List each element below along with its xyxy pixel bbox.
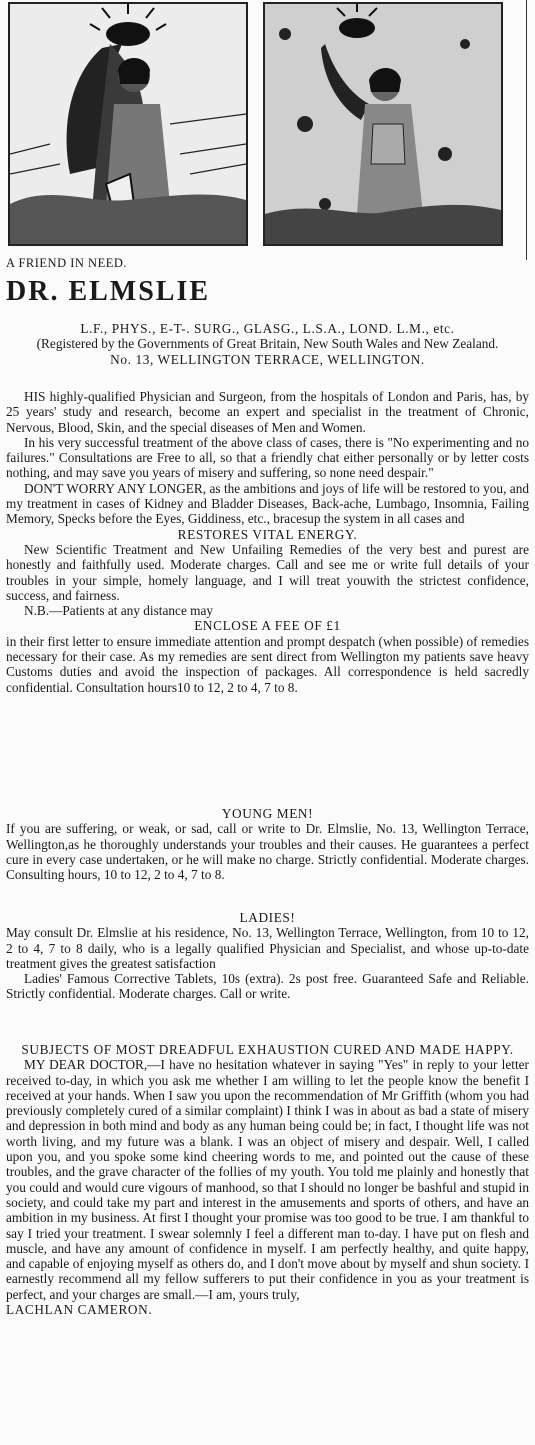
ladies-text: May consult Dr. Elmslie at his residence, No. 13, Wellington Terrace, Wellington, from 10 to 12, 2 to 4, 7 to 8 daily, who is a legally qualified Physician and Specialist, and whose up-to-date treatment gives the greatest satisfaction: [6, 925, 529, 971]
intro-paragraph-2: In his very successful treatment of the above class of cases, there is "No experimenting and no failures." Consultations are Free to all, so that a friendly chat either personally or by letter costs nothing, and may save you years of misery and suffering, so none need despair.": [6, 434, 529, 481]
ladies-tablets-text: Ladies' Famous Corrective Tablets, 10s (extra). 2s post free. Guaranteed Safe and Reliable. Strictly confidential. Moderate charges. Call or write.: [6, 971, 529, 1002]
testimonial-heading: SUBJECTS OF MOST DREADFUL EXHAUSTION CURED AND MADE HAPPY.: [21, 1042, 514, 1057]
testimonial-letter: MY DEAR DOCTOR,—I have no hesitation whatever in saying "Yes" in reply to your letter received to-day, in which you ask me whether I am willing to let the people know the benefit I received at your hands. When I saw you upon the recommendation of Mr Griffith (whom you had previously completely cured of a similar complaint) I think I was in about as bad a state of misery and depression in both mind and body as any human being could be; in fact, I thought life was not worth living, and my future was a blank. I was an object of misery and despair. Well, I called upon you, and you spoke some kind cheering words to me, and pointed out the cause of these troubles, and the grave character of the follies of my youth. You told me plainly and honestly that you could and would cure vigours of manhood, so that I should no longer be bashful and stupid in society, and could take my part and interest in the amusements and sports of others, and have an ambition in my business. At first I thought your promise was too good to be true. I am thankful to say I tried your treatment. I swear solemnly I feel a different man to-day. I have put on flesh and muscle, and have any amount of confidence in myself. I am perfectly healthy, and quite happy, and capable of enjoying myself as others do, and I don't move about by myself and shun society. I earnestly recommend all my fellow sufferers to put their confidence in you as your treatment is perfect, and your charges are small.—I am, yours truly,: [6, 1057, 529, 1302]
column-rule: [526, 0, 527, 260]
woman-holding-lamp-illustration-2: [265, 4, 501, 244]
intro-paragraph-4: New Scientific Treatment and New Unfailing Remedies of the very best and purest are honestly and faithfully used. Moderate charges. Call and see me or write full details of your troubles in your simple, homely language, and I will treat youwith the strictest confidence, success, and fairness.: [6, 541, 529, 603]
vital-energy-heading: RESTORES VITAL ENERGY.: [177, 526, 358, 542]
intro-paragraph-5: in their first letter to ensure immediate attention and prompt despatch (when possible) of remedies necessary for their case. As my remedies are sent direct from Wellington my patients save heavy Customs duties and avoid the inspection of packages. All correspondence is held sacredly confidential. Consultation hours10 to 12, 2 to 4, 7 to 8.: [6, 633, 529, 695]
intro-paragraph-1: HIS highly-qualified Physician and Surgeon, from the hospitals of London and Paris, has, by 25 years' study and research, become an expert and specialist in the treatment of Chronic, Nervous, Blood, Skin, and the special diseases of Men and Women.: [6, 389, 529, 435]
ladies-heading: LADIES!: [239, 910, 296, 925]
address: No. 13, WELLINGTON TERRACE, WELLINGTON.: [110, 351, 425, 367]
nb-note: N.B.—Patients at any distance may: [24, 603, 214, 619]
young-men-heading: YOUNG MEN!: [221, 806, 314, 821]
testimonial-signature: LACHLAN CAMERON.: [6, 1302, 153, 1318]
young-men-text: If you are suffering, or weak, or sad, call or write to Dr. Elmslie, No. 13, Wellington Terrace, Wellington,as he thoroughly understands your troubles and their causes. He guarantees a perfect cure in every case undertaken, or he will make no charge. Strictly confidential. Moderate charges. Consulting hours, 10 to 12, 2 to 4, 7 to 8.: [6, 821, 529, 883]
engraving-right: [263, 2, 503, 246]
engraving-left: [8, 2, 248, 246]
woman-holding-lamp-illustration: [10, 4, 246, 244]
credentials: L.F., PHYS., E-T-. SURG., GLASG., L.S.A., LOND. L.M., etc.: [80, 321, 455, 336]
intro-paragraph-3: DON'T WORRY ANY LONGER, as the ambitions and joys of life will be restored to you, and my treatment in cases of Kidney and Bladder Diseases, Back-ache, Lumbago, Insomnia, Failing Memory, Specks before the Eyes, Giddiness, etc., bracesup the system in all cases and: [6, 480, 529, 527]
kicker: A FRIEND IN NEED.: [6, 256, 127, 270]
registration-note: (Registered by the Governments of Great Britain, New South Wales and New Zealand.: [36, 336, 499, 352]
fee-heading: ENCLOSE A FEE OF £1: [194, 618, 341, 634]
doctor-name: DR. ELMSLIE: [6, 276, 211, 307]
